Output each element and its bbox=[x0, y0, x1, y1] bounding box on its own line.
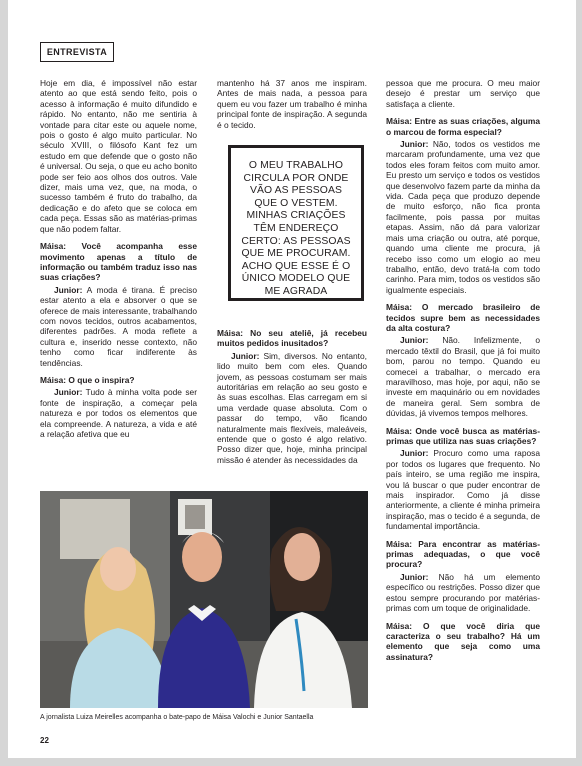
answer: Junior: Procuro como uma raposa por todos os lugares que frequento. No país inteiro, se uma região me inspira, vou lá buscar o que puder encontrar de mais inspirador. Como já disse anteriormente, a cliente é minha primeira inspiração, mas o tecido é a segunda, de fundamental importância. bbox=[386, 448, 540, 532]
column-3 bbox=[386, 78, 540, 664]
answer: Junior: Não, todos os vestidos me marcaram profundamente, uma vez que todos eles foram feitos com muito amor. Eu presto um serviço e todos os vestidos que desenvolvo fazem parte da minha da vida. Cada peça que produzo depende de muito esforço, não fica pronta facilmente, pois passa por muitas etapas. Assim, não dá para valorizar mais uma criação ou outra, até porque, quando uma cliente me procura, já recebo isso como um elogio ao meu trabalho, então, devo tratá-la com todo carinho. Para mim, todos os vestidos são igualmente especiais. bbox=[386, 139, 540, 295]
question: Máisa: O que você diria que caracteriza o seu trabalho? Há um elemento que seja como uma assinatura? bbox=[386, 620, 540, 662]
answer: Junior: A moda é tirana. É preciso estar atento a ela e absorver o que se oferece de mais interessante, trabalhando com novos tecidos, outros acabamentos, diferentes padrões. A moda reflete a cultura e, inserido nesse contexto, não tenho como ficar indiferente às tendências. bbox=[40, 284, 197, 368]
section-tag: ENTREVISTA bbox=[40, 42, 114, 62]
answer-speaker: Junior: bbox=[54, 284, 83, 295]
answer: Junior: Não há um elemento específico ou restrições. Posso dizer que estou sempre procurando por matérias-primas com um toque de originalidade. bbox=[386, 571, 540, 614]
answer-speaker: Junior: bbox=[54, 387, 83, 398]
question: Máisa: Onde você busca as matérias-primas que utiliza nas suas criações? bbox=[386, 425, 540, 446]
paragraph: pessoa que me procura. O meu maior desejo é prestar um serviço que satisfaça a cliente. bbox=[386, 78, 540, 109]
answer-speaker: Junior: bbox=[400, 139, 429, 150]
answer-speaker: Junior: bbox=[400, 571, 429, 582]
paragraph: mantenho há 37 anos me inspiram. Antes de mais nada, a pessoa para quem eu vou fazer um trabalho é minha principal fonte de inspiração. A segunda é o tecido. bbox=[217, 78, 367, 130]
photo-illustration bbox=[40, 491, 368, 708]
photo-caption: A jornalista Luiza Meirelles acompanha o bate-papo de Máisa Valochi e Junior Santaella bbox=[40, 714, 314, 721]
question: Máisa: O que o inspira? bbox=[40, 374, 135, 385]
question: Máisa: Para encontrar as matérias-primas adequadas, o que você procura? bbox=[386, 538, 540, 570]
answer: Junior: Sim, diversos. No entanto, lido muito bem com eles. Quando jovem, as pessoas costumam ser mais autoritárias em relação ao seu gosto e às suas escolhas. Elas carregam em si uma verdade quase absoluta. Com o passar do tempo, vão ficando naturalmente mais flexíveis, maleáveis, entende que o gosto é algo relativo. Posso dizer que, hoje, minha principal missão é atender às necessidades da bbox=[217, 350, 367, 465]
question: Máisa: O mercado brasileiro de tecidos supre bem as necessidades da alta costura? bbox=[386, 302, 540, 333]
paragraph: Hoje em dia, é impossível não estar atento ao que está sendo feito, pois o acesso à informação é muito difundido e rápido. No entanto, não me sentiria à vontade para citar este ou aquele nome, pois o gosto é algo muito particular. No século XVIII, o filósofo Kant fez um estudo em que defende que o gosto não é universal. Ou seja, o que eu acho bonito pode ser feio aos olhos dos outros. Vale dizer, mais uma vez, que, na moda, o sucesso também é fruto do trabalho, da dedicação e do afeto que se coloca em cada peça. Essas são as matérias-primas que não podem faltar. bbox=[40, 78, 197, 234]
answer: Junior: Tudo à minha volta pode ser fonte de inspiração, a começar pela natureza e por todos os elementos que ela compreende. A natureza, a vida e até a relação afetiva que eu bbox=[40, 387, 197, 439]
answer-speaker: Junior: bbox=[400, 448, 429, 459]
column-2-top bbox=[217, 78, 367, 137]
column-2-bottom bbox=[217, 328, 367, 472]
interview-photo bbox=[40, 491, 368, 708]
question: Máisa: Você acompanha esse movimento apenas a título de informação ou também traduz isso nas suas criações? bbox=[40, 241, 197, 283]
answer-speaker: Junior: bbox=[400, 335, 429, 346]
pull-quote: O MEU TRABALHO CIRCULA POR ONDE VÃO AS PESSOAS QUE O VESTEM. MINHAS CRIAÇÕES TÊM ENDEREÇO CERTO: AS PESSOAS QUE ME PROCURAM. ACHO QUE ESSE É O ÚNICO MODELO QUE ME AGRADA bbox=[228, 145, 364, 301]
answer: Junior: Não. Infelizmente, o mercado têxtil do Brasil, que já foi muito bom, parou no tempo. Quando eu comecei a trabalhar, o mercado era maravilhoso, mas hoje, por aqui, não se investe em maquinário ou em novidades de maneira geral. Sem sombra de dúvidas, já vivemos tempos melhores. bbox=[386, 335, 540, 419]
question: Máisa: Entre as suas criações, alguma o marcou de forma especial? bbox=[386, 116, 540, 137]
column-1 bbox=[40, 78, 197, 446]
question: Máisa: No seu ateliê, já recebeu muitos pedidos inusitados? bbox=[217, 328, 367, 349]
answer-speaker: Junior: bbox=[231, 350, 260, 361]
page-number: 22 bbox=[40, 736, 49, 745]
